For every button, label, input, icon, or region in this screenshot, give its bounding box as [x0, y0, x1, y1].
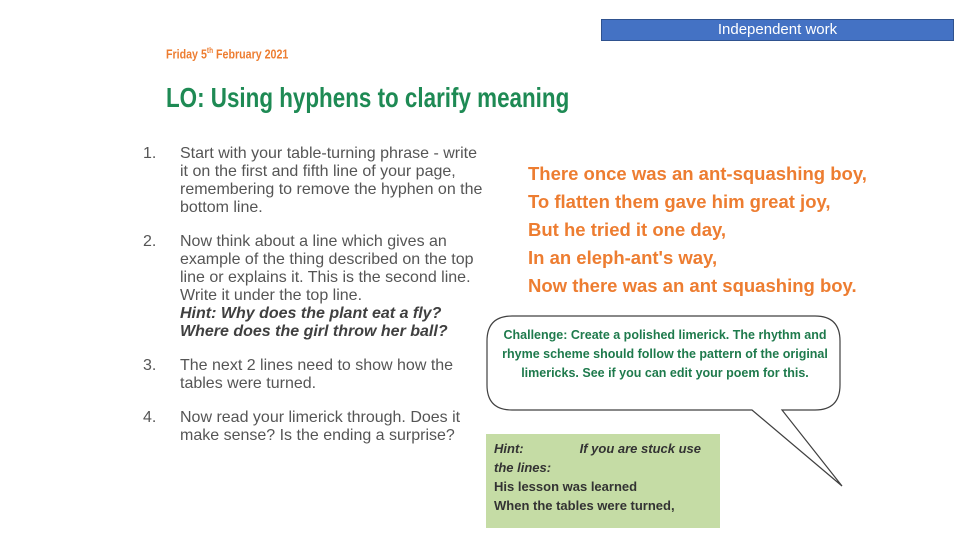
limerick-line-3: But he tried it one day,: [528, 219, 727, 240]
independent-work-badge: Independent work: [601, 19, 954, 41]
step-number: 4.: [143, 409, 157, 426]
step-text: Now read your limerick through. Does it make sense? Is the ending a surprise?: [180, 409, 461, 444]
learning-objective-title: LO: Using hyphens to clarify meaning: [166, 82, 570, 113]
hint-line-1: His lesson was learned: [494, 479, 638, 494]
date-rest: February 2021: [213, 46, 289, 62]
step-hint: Hint: Why does the plant eat a fly? Where does the girl throw her ball?: [180, 305, 448, 340]
step-number: 1.: [143, 145, 157, 162]
hint-label: Hint:: [494, 441, 524, 456]
limerick-line-4: In an eleph-ant's way,: [528, 247, 718, 268]
challenge-text: Challenge: Create a polished limerick. The rhythm and rhyme scheme should follow the pattern of the original limericks. See if you can edit your poem for this.: [502, 328, 828, 380]
hint-heading: [494, 439, 712, 477]
date-suffix: th: [206, 46, 214, 55]
limerick-line-5: Now there was an ant squashing boy.: [528, 275, 857, 296]
hint-box: [486, 434, 720, 528]
limerick-line-2: To flatten them gave him great joy,: [528, 191, 831, 212]
limerick-line-1: There once was an ant-squashing boy,: [528, 163, 867, 184]
hint-line-2: When the tables were turned,: [494, 498, 675, 513]
step-number: 3.: [143, 357, 157, 374]
hint-text: If you are stuck use the lines:: [494, 441, 701, 475]
step-number: 2.: [143, 233, 157, 250]
date-day: Friday 5: [166, 46, 207, 62]
step-text: Start with your table-turning phrase - write it on the first and fifth line of your page, remembering to remove the hyphen on the bottom line.: [180, 145, 483, 216]
step-text: Now think about a line which gives an example of the thing described on the top line or explains it. This is the second line. Write it under the top line.: [180, 233, 474, 304]
step-text: The next 2 lines need to show how the tables were turned.: [180, 357, 454, 392]
